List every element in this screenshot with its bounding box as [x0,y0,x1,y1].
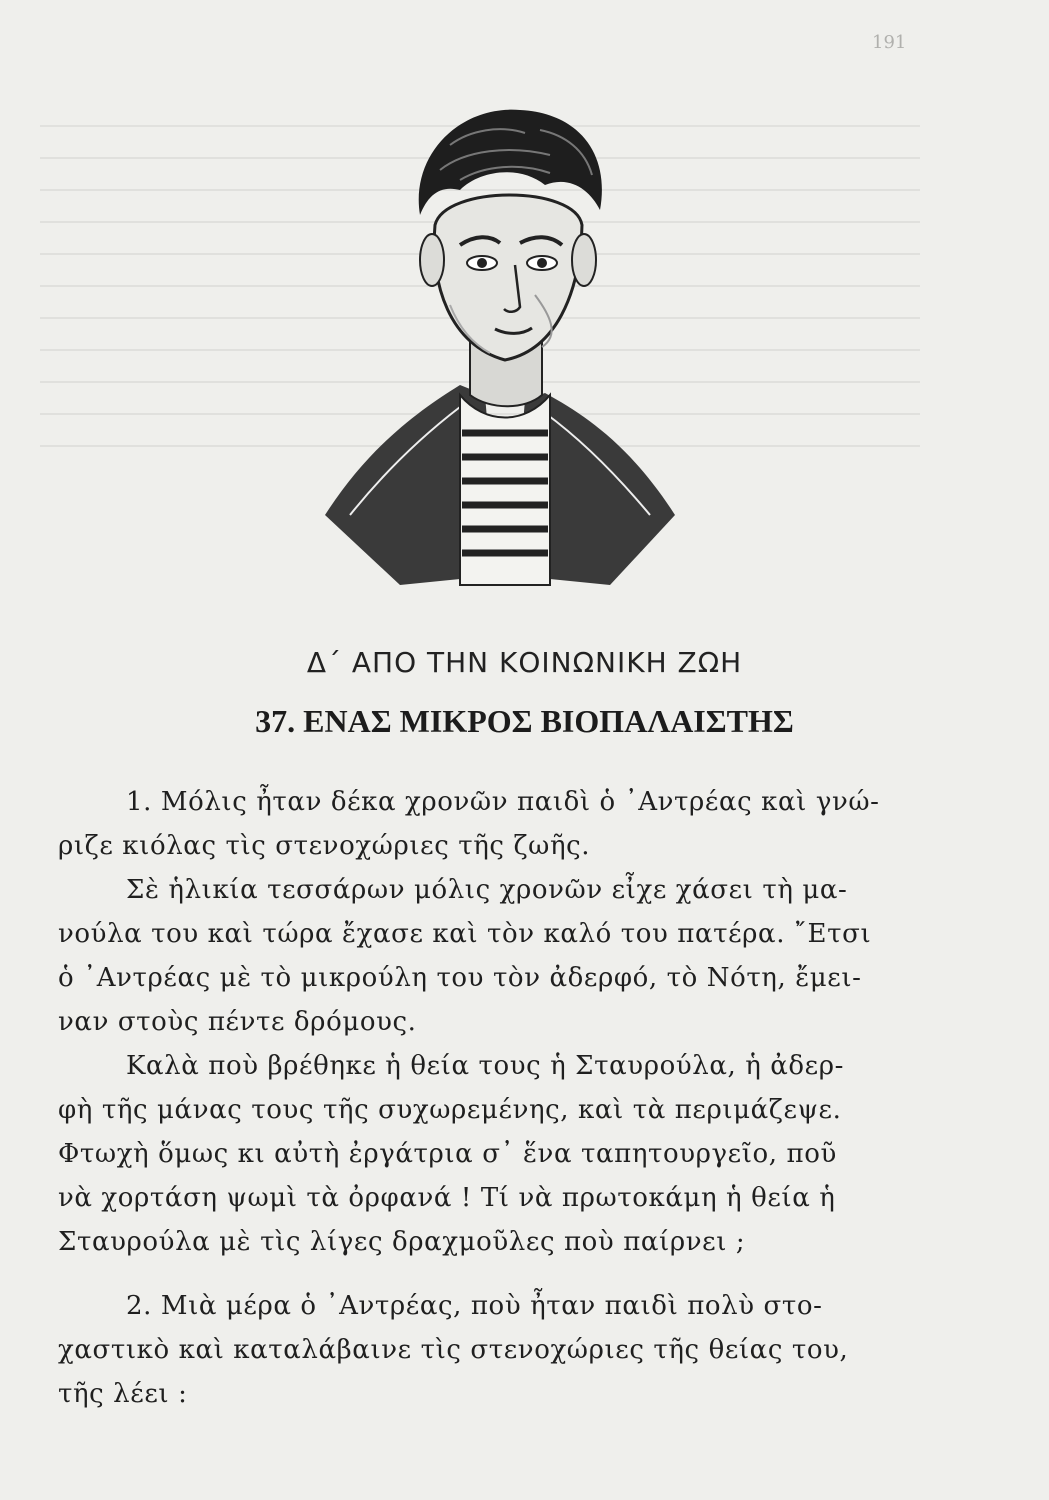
text-line: νούλα του καὶ τώρα ἔχασε καὶ τὸν καλό του πατέρα. ῎Ετσι [58,919,872,949]
text-line: ὁ ᾽Αντρέας μὲ τὸ μικρούλη του τὸν ἀδερφό, τὸ Νότη, ἔμει- [58,963,862,993]
text-line: Καλὰ ποὺ βρέθηκε ἡ θεία τους ἡ Σταυρούλα, ἡ ἀδερ- [126,1051,845,1081]
text-line: 2. Μιὰ μέρα ὁ ᾽Αντρέας, ποὺ ἦταν παιδὶ πολὺ στο- [126,1291,823,1321]
text-line: χαστικὸ καὶ καταλάβαινε τὶς στενοχώριες τῆς θείας του, [58,1335,849,1365]
text-line: Σταυρούλα μὲ τὶς λίγες δραχμοῦλες ποὺ παίρνει ; [58,1227,746,1257]
text-line: νὰ χορτάση ψωμὶ τὰ ὀρφανά ! Τί νὰ πρωτοκάμη ἡ θεία ἡ [58,1183,836,1213]
text-line: φὴ τῆς μάνας τους τῆς συχωρεμένης, καὶ τὰ περιμάζεψε. [58,1095,842,1125]
boy-portrait-illustration [310,95,690,625]
text-line: Σὲ ἡλικία τεσσάρων μόλις χρονῶν εἶχε χάσει τὴ μα- [126,875,848,905]
text-line: ναν στοὺς πέντε δρόμους. [58,1007,417,1037]
story-text [58,780,920,1416]
text-line: τῆς λέει : [58,1379,188,1409]
page-number: 191 [872,32,907,53]
text-line: ριζε κιόλας τὶς στενοχώριες τῆς ζωῆς. [58,831,591,861]
story-title: 37. ΕΝΑΣ ΜΙΚΡΟΣ ΒΙΟΠΑΛΑΙΣΤΗΣ [255,703,794,739]
text-line: Φτωχὴ ὅμως κι αὐτὴ ἐργάτρια σ᾽ ἕνα ταπητουργεῖο, ποῦ [58,1139,837,1169]
section-heading: Δ΄ ΑΠΟ ΤΗΝ ΚΟΙΝΩΝΙΚΗ ΖΩΗ [306,646,743,679]
text-line: 1. Μόλις ἦταν δέκα χρονῶν παιδὶ ὁ ᾽Αντρέας καὶ γνώ- [126,787,880,817]
